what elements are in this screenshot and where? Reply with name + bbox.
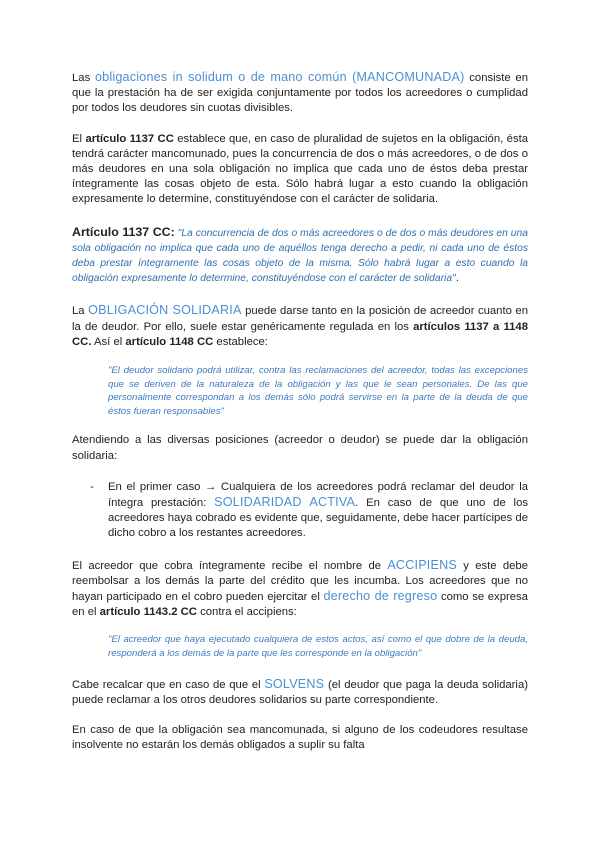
- text-run: como se expresa en el: [72, 591, 528, 619]
- highlight-accipiens: ACCIPIENS: [387, 557, 457, 572]
- text-run: En el primer caso → Cualquiera de los acreedores podrá reclamar del deudor la íntegra prestación:: [108, 480, 528, 510]
- text-run: puede darse tanto en la posición de acreedor cuanto en la de deudor. Por ello, suele estar genéricamente regulada en los: [72, 305, 528, 333]
- text-run: contra el accipiens:: [196, 606, 297, 619]
- bold-articulos-1137-1148: artículos 1137 a 1148 CC.: [72, 320, 528, 348]
- text-run: y este debe reembolsar a los demás la parte del crédito que les incumba. Los acreedores que no hayan participado en el cobro pueden ejercitar el: [72, 559, 528, 604]
- quote-articulo-1143-2: "El acreedor que haya ejecutado cualquiera de estos actos, así como el que dobre de la deuda, responderá a los demás de la parte que les corresponde en la obligación": [108, 634, 528, 660]
- bold-articulo-1148: artículo 1148 CC: [125, 335, 214, 348]
- paragraph-accipiens: [72, 558, 528, 621]
- text-run: El acreedor que cobra íntegramente recibe el nombre de: [72, 559, 388, 572]
- highlight-derecho-de-regreso: derecho de regreso: [323, 589, 438, 604]
- bold-articulo-1143-2: artículo 1143.2 CC: [99, 606, 197, 619]
- colon: :: [170, 224, 175, 239]
- text-run: Las: [72, 72, 95, 84]
- quote-articulo-1148: "El deudor solidario podrá utilizar, contra las reclamaciones del acreedor, todas las excepciones que se deriven de la naturaleza de la obligación y las que le sean personales. De las que personalmente correspondan a los demás sólo podrá servirse en la parte de la deuda de que éstos fueran responsables": [108, 365, 528, 417]
- paragraph-insolvencia: En caso de que la obligación sea mancomunada, si alguno de los codeudores resultase insolvente no estarán los demás obligados a suplir su falta: [72, 724, 528, 752]
- text-run: establece que, en caso de pluralidad de sujetos en la obligación, ésta tendrá carácter mancomunado, pues la concurrencia de dos o más acreedores, o de dos o más deudores en una sola obligación no implica que cada uno de éstos deba prestar íntegramente las cosas objeto de esta. Sólo habrá lugar a esto cuando la obligación expresamente lo determine, constituyéndose con el carácter de solidaria.: [72, 132, 529, 206]
- list-dash: -: [90, 480, 94, 493]
- text-run: Cabe recalcar que en caso de que el: [72, 678, 265, 691]
- text-run: consiste en que la prestación ha de ser exigida conjuntamente por todos los acreedores o cumplidad por todos los deudores sin cuotas divisibles.: [72, 72, 528, 115]
- text-run: El: [72, 132, 86, 145]
- quote-articulo-1137: "La concurrencia de dos o más acreedores o de dos o más deudores en una sola obligación no implica que cada uno de aquéllos tenga derecho a pedir, ni cada uno de éstos deba prestar íntegramente las cosas objeto de la misma. Sólo habrá lugar a esto cuando la obligación expresamente lo determine, constituyéndose con el carácter de solidaria": [72, 227, 528, 285]
- list-item: [72, 480, 528, 542]
- highlight-mancomunada: obligaciones in solidum o de mano común (MANCOMUNADA): [94, 70, 465, 84]
- paragraph-obligacion-solidaria: [72, 303, 528, 350]
- paragraph-posiciones: Atendiendo a las diversas posiciones (acreedor o deudor) se puede dar la obligación solidaria:: [72, 434, 528, 462]
- text-run: .: [455, 272, 459, 285]
- text-run: (el deudor que paga la deuda solidaria) puede reclamar a los otros deudores solidarios su parte correspondiente.: [72, 678, 528, 706]
- list-item-text: [108, 480, 528, 542]
- text-run: La: [72, 305, 89, 318]
- text-run: . En caso de que uno de los acreedores haya cobrado es evidente que, seguidamente, debe hacer partícipes de dicho cobro a los restantes acreedores.: [108, 497, 528, 540]
- highlight-solvens: SOLVENS: [264, 676, 325, 691]
- highlight-solidaridad-activa: SOLIDARIDAD ACTIVA: [214, 495, 356, 510]
- paragraph-articulo-1137: [72, 132, 528, 208]
- paragraph-mancomunada: [72, 70, 528, 117]
- paragraph-solvens: [72, 677, 528, 708]
- paragraph-articulo-1137-quote: [72, 225, 528, 287]
- text-run: establece:: [213, 335, 268, 348]
- highlight-obligacion-solidaria: OBLIGACIÓN SOLIDARIA: [88, 303, 242, 318]
- bold-articulo-1137: artículo 1137 CC: [85, 132, 174, 145]
- bold-articulo-1137-heading: Artículo 1137 CC: [72, 224, 171, 239]
- text-run: Así el: [91, 335, 126, 348]
